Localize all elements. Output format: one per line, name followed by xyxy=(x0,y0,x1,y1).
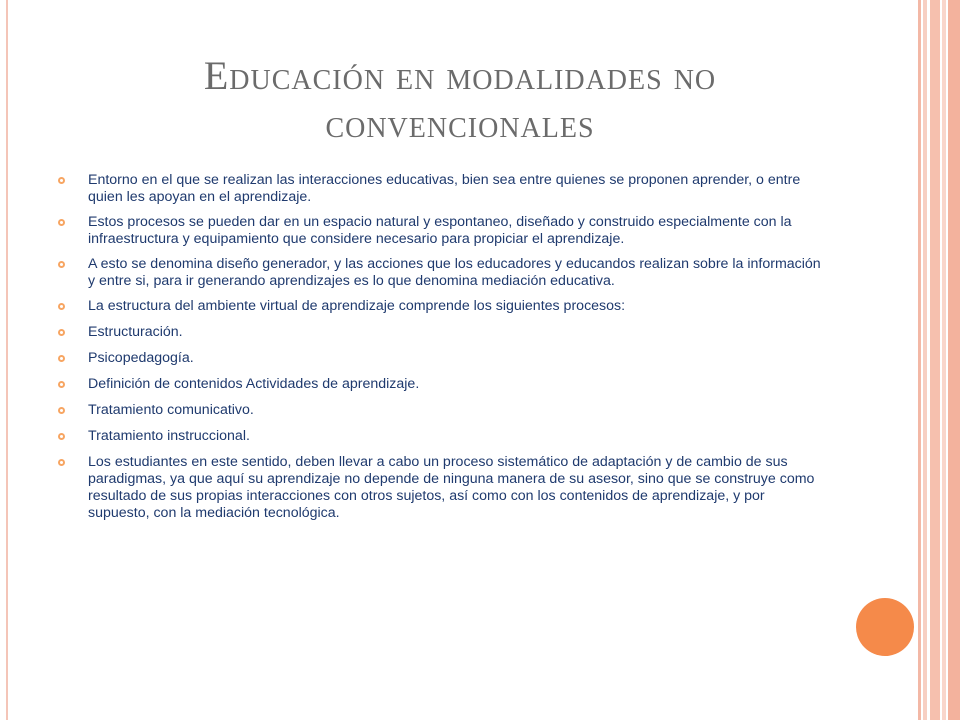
bullet-text: Definición de contenidos Actividades de aprendizaje. xyxy=(88,376,420,392)
list-item xyxy=(58,256,828,290)
bullet-text: A esto se denomina diseño generador, y las acciones que los educadores y educandos realizan sobre la información y entre si, para ir generando aprendizajes es lo que denomina mediación educativa. xyxy=(88,256,821,289)
list-item xyxy=(58,324,828,341)
list-item xyxy=(58,350,828,367)
decorative-stripes xyxy=(918,0,960,720)
list-item xyxy=(58,402,828,419)
list-item xyxy=(58,298,828,315)
stripe xyxy=(948,0,960,720)
stripe xyxy=(930,0,940,720)
bullet-text: Tratamiento comunicativo. xyxy=(88,402,254,418)
bullet-text: Entorno en el que se realizan las interacciones educativas, bien sea entre quienes se proponen aprender, o entre quien les apoyan en el aprendizaje. xyxy=(88,172,801,205)
list-item xyxy=(58,376,828,393)
bullet-icon xyxy=(58,177,65,184)
stripe xyxy=(918,0,921,720)
bullet-list xyxy=(58,172,828,530)
stripe xyxy=(923,0,927,720)
bullet-text: Los estudiantes en este sentido, deben llevar a cabo un proceso sistemático de adaptación y de cambio de sus paradigmas, ya que aquí su aprendizaje no depende de ninguna manera de su asesor, sino que se construye como resultado de sus propias interacciones con otros sujetos, así como con los contenidos de aprendizaje, y por supuesto, con la mediación tecnológica. xyxy=(88,454,815,521)
bullet-icon xyxy=(58,381,65,388)
bullet-text: Estructuración. xyxy=(88,324,183,340)
bullet-icon xyxy=(58,261,65,268)
bullet-text: Psicopedagogía. xyxy=(88,350,194,366)
accent-circle xyxy=(856,598,914,656)
bullet-icon xyxy=(58,433,65,440)
list-item xyxy=(58,172,828,206)
list-item xyxy=(58,214,828,248)
bullet-icon xyxy=(58,303,65,310)
bullet-icon xyxy=(58,459,65,466)
left-border-line xyxy=(6,0,8,720)
stripe xyxy=(942,0,946,720)
bullet-icon xyxy=(58,329,65,336)
list-item xyxy=(58,428,828,445)
bullet-text: La estructura del ambiente virtual de aprendizaje comprende los siguientes procesos: xyxy=(88,298,626,314)
bullet-text: Estos procesos se pueden dar en un espacio natural y espontaneo, diseñado y construido especialmente con la infraestructura y equipamiento que considere necesario para propiciar el aprendizaje. xyxy=(88,214,792,247)
slide-title: Educación en modalidades no convencionales xyxy=(203,53,717,146)
bullet-text: Tratamiento instruccional. xyxy=(88,428,250,444)
bullet-icon xyxy=(58,407,65,414)
bullet-icon xyxy=(58,219,65,226)
bullet-icon xyxy=(58,355,65,362)
list-item xyxy=(58,454,828,522)
